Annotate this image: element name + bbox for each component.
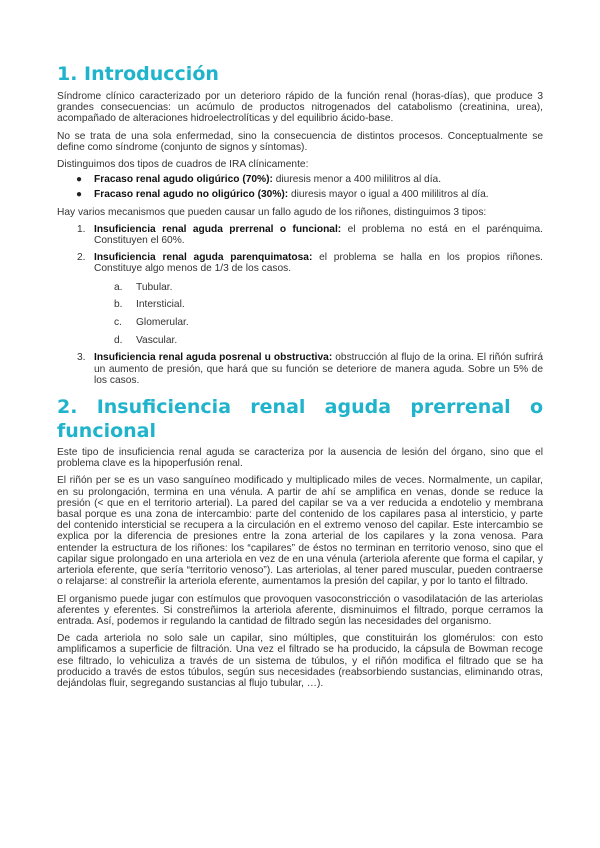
parenchymal-subtypes-list [94,282,543,346]
list-item [57,174,543,185]
prerenal-paragraph-4: De cada arteriola no solo sale un capilar, sino múltiples, que constituirán los glomérulos: con esto amplificamos a superficie de filtración. Una vez el filtrado se ha producido, la cápsula de Bowman recoge ese filtrado, lo vehiculiza a través de un sistema de túbulos, y el riñón modifica el filtrado que se ha producido a través de estos túbulos, según sus necesidades (reabsorbiendo sustancias, eliminando otras, dejándolas fluir, segregando sustancias al flujo tubular, …). [57,633,543,689]
list-number: 2. [77,252,86,264]
list-item-text: Tubular. [136,281,173,293]
section-1-heading: 1. Introducción [57,63,219,85]
list-item-text: diuresis menor a 400 mililitros al día. [272,174,442,186]
list-item [57,189,543,200]
section-2-heading-continued: funcional [57,420,157,443]
prerenal-paragraph-3: El organismo puede jugar con estímulos que provoquen vasoconstricción o vasodilatación de las arteriolas aferentes y eferentes. Si constreñimos la arteriola aferente, disminuimos el filtrado, porque cerramos la entrada. Así, podemos ir regulando la cantidad de filtrado según las necesidades del organismo. [57,593,543,627]
intro-paragraph-3: Distinguimos dos tipos de cuadros de IRA clínicamente: [57,159,309,171]
list-item-text: Intersticial. [136,299,185,311]
list-item-text: Glomerular. [136,317,189,329]
list-item [57,352,543,386]
list-item-term: Insuficiencia renal aguda parenquimatosa: [94,252,313,264]
list-item-term: Insuficiencia renal aguda posrenal u obstructiva: [94,352,333,364]
list-item [114,282,543,293]
list-letter: d. [114,334,123,346]
list-item [114,335,543,346]
prerenal-paragraph-2: El riñón per se es un vaso sanguíneo modificado y multiplicado miles de veces. Normalmente, un capilar, en su prolongación, termina en una vénula. A partir de ahí se amplifica en venas, donde se reduce la presión (< que en el territorio arterial). La pared del capilar se va a ver reducida a endotelio y membrana basal porque es una zona de intercambio: parte del contenido de los capilares pasa al intersticio, y parte del contenido intersticial se recupera a la circulación en el extremo venoso del capilar. Este intercambio se explica por la diferencia de presiones entre la zona arterial de los capilares y la zona venosa. Para entender la estructura de los riñones: los “capilares” de éstos no terminan en territorio venoso, sino que el capilar sigue prolongado en una arteriola en vez de en una vénula (arteriola aferente que forma el capilar, y arteriola eferente, que sería “territorio venoso”). Las arteriolas, al tener pared muscular, pueden contraerse o relajarse: al constreñir la arteriola eferente, aumentamos la presión del capilar, y por lo tanto el filtrado. [57,475,543,588]
list-item-text: Vascular. [136,334,178,346]
list-letter: c. [114,317,122,329]
intro-paragraph-1: Síndrome clínico caracterizado por un deterioro rápido de la función renal (horas-días), que produce 3 grandes consecuencias: un acúmulo de productos nitrogenados del catabolismo (creatinina, urea), acompañado de alteraciones hidroelectrolíticas y del equilibrio ácido-base. [57,91,543,125]
ira-clinical-types-list [57,174,543,200]
prerenal-paragraph-1: Este tipo de insuficiencia renal aguda se caracteriza por la ausencia de lesión del órgano, sino que el problema clave es la hipoperfusión renal. [57,447,543,470]
list-item-text: diuresis mayor o igual a 400 mililitros al día. [288,189,489,201]
list-item-text: el problema se halla en los propios riñones. Constituye algo menos de 1/3 de los casos. [94,252,543,275]
list-item-term: Fracaso renal agudo oligúrico (70%): [94,174,273,186]
bullet-icon: ● [76,189,83,201]
list-item-term: Insuficiencia renal aguda prerrenal o funcional: [94,223,342,235]
list-item-term: Fracaso renal agudo no oligúrico (30%): [94,189,289,201]
list-item [57,224,543,246]
list-number: 3. [77,352,86,364]
list-item-text: obstrucción al flujo de la orina. El riñón sufrirá un aumento de presión, que hará que su función se deteriore de manera aguda. Sobre un 5% de los casos. [94,352,543,386]
list-letter: b. [114,299,123,311]
bullet-icon: ● [76,174,83,186]
list-item [114,317,543,328]
list-letter: a. [114,281,123,293]
intro-paragraph-2: No se trata de una sola enfermedad, sino la consecuencia de distintos procesos. Conceptualmente se define como síndrome (conjunto de signos y síntomas). [57,130,543,153]
ira-mechanisms-list [57,224,543,386]
intro-paragraph-4: Hay varios mecanismos que pueden causar un fallo agudo de los riñones, distinguimos 3 tipos: [57,206,487,218]
list-item [114,299,543,310]
list-number: 1. [77,223,86,235]
section-2-heading: 2. Insuficiencia renal aguda prerrenal o [57,396,543,419]
list-item [57,252,543,346]
list-item-text: el problema no está en el parénquima. Constituyen el 60%. [94,223,543,247]
